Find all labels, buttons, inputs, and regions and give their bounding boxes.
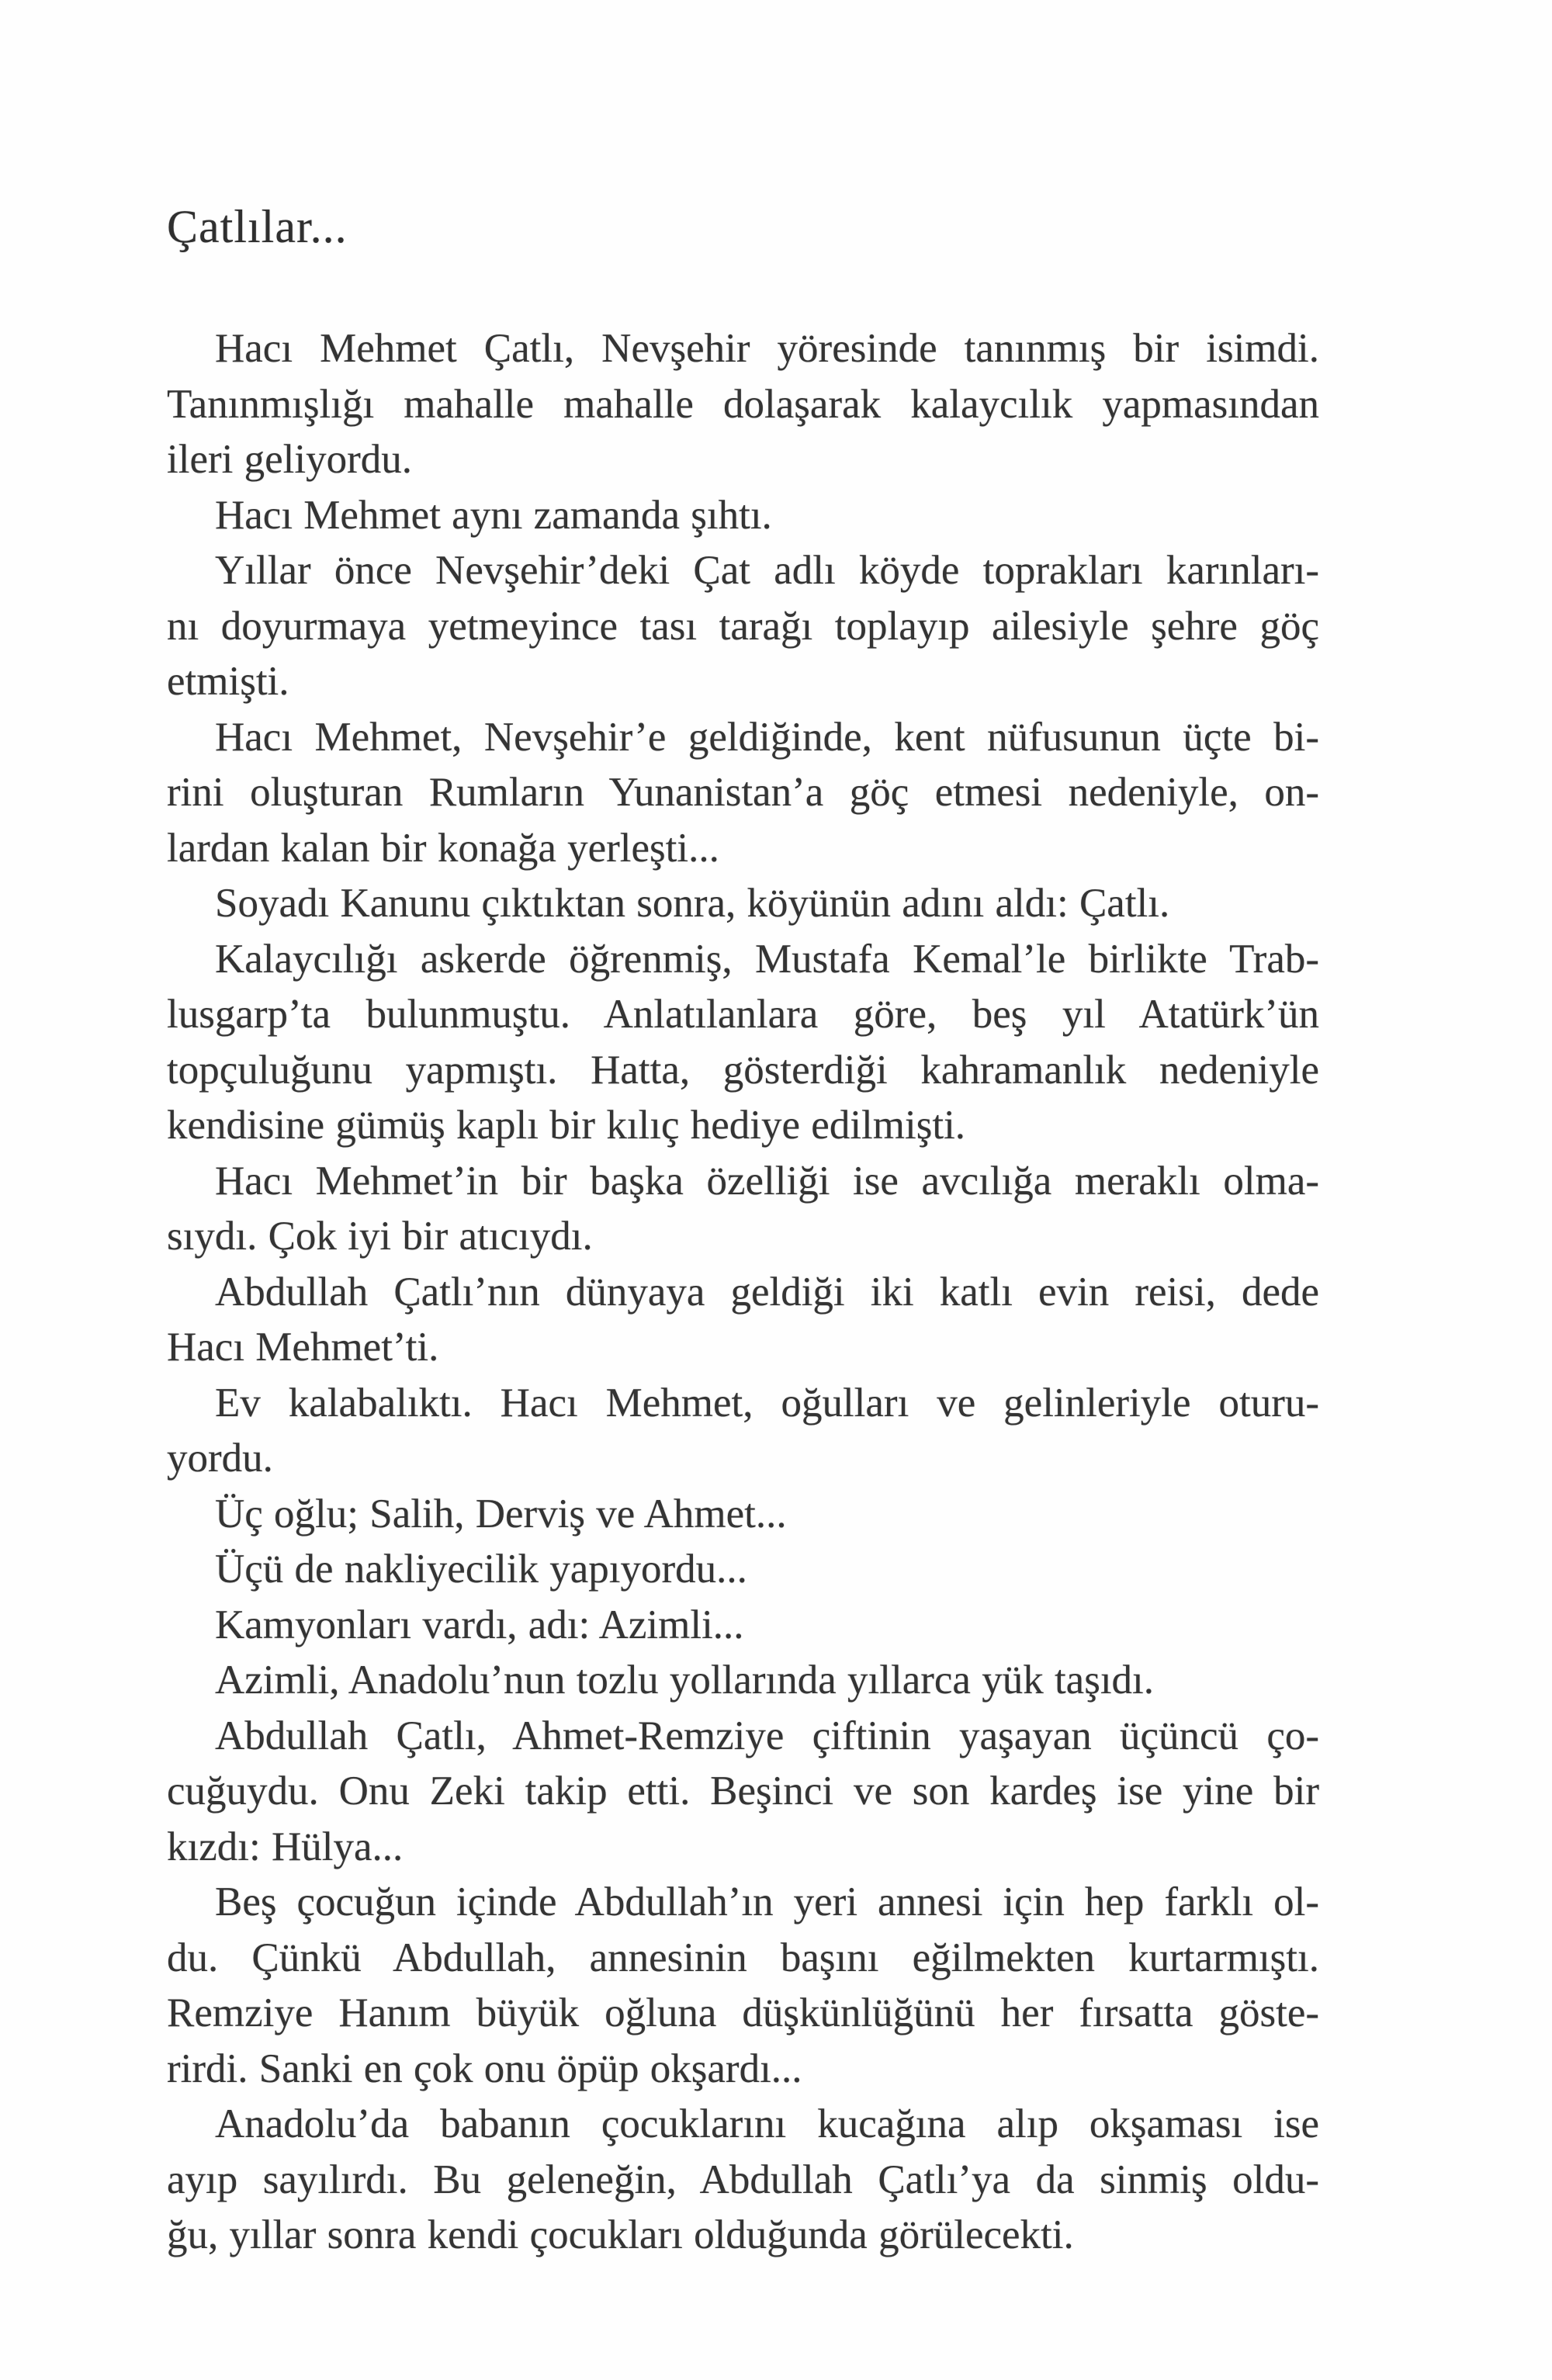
text-line: Hacı Mehmet’ti. <box>167 1325 439 1370</box>
text-line: lusgarp’ta bulunmuştu. Anlatılanlara göre, beş yıl Atatürk’ün <box>167 992 1319 1037</box>
text-line: nı doyurmaya yetmeyince tası tarağı toplayıp ailesiyle şehre göç <box>167 603 1319 649</box>
text-line: Kalaycılığı askerde öğrenmiş, Mustafa Kemal’le birlikte Trab- <box>215 936 1319 982</box>
text-line: Hacı Mehmet’in bir başka özelliği ise avcılığa meraklı olma- <box>215 1158 1319 1204</box>
text-line: Beş çocuğun içinde Abdullah’ın yeri annesi için hep farklı ol- <box>215 1879 1319 1924</box>
text-line: Anadolu’da babanın çocuklarını kucağına alıp okşaması ise <box>215 2101 1319 2146</box>
text-line: Ev kalabalıktı. Hacı Mehmet, oğulları ve gelinleriyle oturu- <box>215 1380 1319 1426</box>
text-line: Üçü de nakliyecilik yapıyordu... <box>215 1547 747 1592</box>
text-line: ayıp sayılırdı. Bu geleneğin, Abdullah Çatlı’ya da sinmiş oldu- <box>167 2157 1319 2202</box>
text-line: kendisine gümüş kaplı bir kılıç hediye edilmişti. <box>167 1103 966 1148</box>
text-line: Azimli, Anadolu’nun tozlu yollarında yıllarca yük taşıdı. <box>215 1658 1155 1703</box>
text-line: ğu, yıllar sonra kendi çocukları olduğunda görülecekti. <box>167 2212 1074 2257</box>
text-line: kızdı: Hülya... <box>167 1824 404 1869</box>
text-line: cuğuydu. Onu Zeki takip etti. Beşinci ve son kardeş ise yine bir <box>167 1769 1319 1814</box>
text-line: Hacı Mehmet aynı zamanda şıhtı. <box>215 492 772 538</box>
text-line: Hacı Mehmet Çatlı, Nevşehir yöresinde tanınmış bir isimdi. <box>215 326 1319 371</box>
text-line: rirdi. Sanki en çok onu öpüp okşardı... <box>167 2046 802 2091</box>
text-line: du. Çünkü Abdullah, annesinin başını eğilmekten kurtarmıştı. <box>167 1935 1319 1980</box>
text-line: ileri geliyordu. <box>167 437 412 482</box>
text-line: Remziye Hanım büyük oğluna düşkünlüğünü her fırsatta göste- <box>167 1990 1319 2035</box>
text-line: Hacı Mehmet, Nevşehir’e geldiğinde, kent nüfusunun üçte bi- <box>215 714 1319 760</box>
text-line: Üç oğlu; Salih, Derviş ve Ahmet... <box>215 1491 787 1536</box>
chapter-title: Çatlılar... <box>167 201 348 252</box>
text-line: Tanınmışlığı mahalle mahalle dolaşarak kalaycılık yapmasından <box>167 381 1319 427</box>
page-text <box>167 321 1319 2264</box>
text-line: yordu. <box>167 1436 273 1481</box>
text-line: topçuluğunu yapmıştı. Hatta, gösterdiği kahramanlık nedeniyle <box>167 1047 1319 1093</box>
text-line: Soyadı Kanunu çıktıktan sonra, köyünün adını aldı: Çatlı. <box>215 881 1170 926</box>
text-line: sıydı. Çok iyi bir atıcıydı. <box>167 1214 593 1259</box>
text-line: lardan kalan bir konağa yerleşti... <box>167 825 719 871</box>
text-line: Abdullah Çatlı’nın dünyaya geldiği iki katlı evin reisi, dede <box>215 1269 1319 1315</box>
text-line: Abdullah Çatlı, Ahmet-Remziye çiftinin yaşayan üçüncü ço- <box>215 1713 1319 1758</box>
text-line: Yıllar önce Nevşehir’deki Çat adlı köyde toprakları karınları- <box>215 548 1319 593</box>
text-line: etmişti. <box>167 659 289 704</box>
text-line: Kamyonları vardı, adı: Azimli... <box>215 1602 744 1647</box>
text-line: rini oluşturan Rumların Yunanistan’a göç etmesi nedeniyle, on- <box>167 770 1319 815</box>
